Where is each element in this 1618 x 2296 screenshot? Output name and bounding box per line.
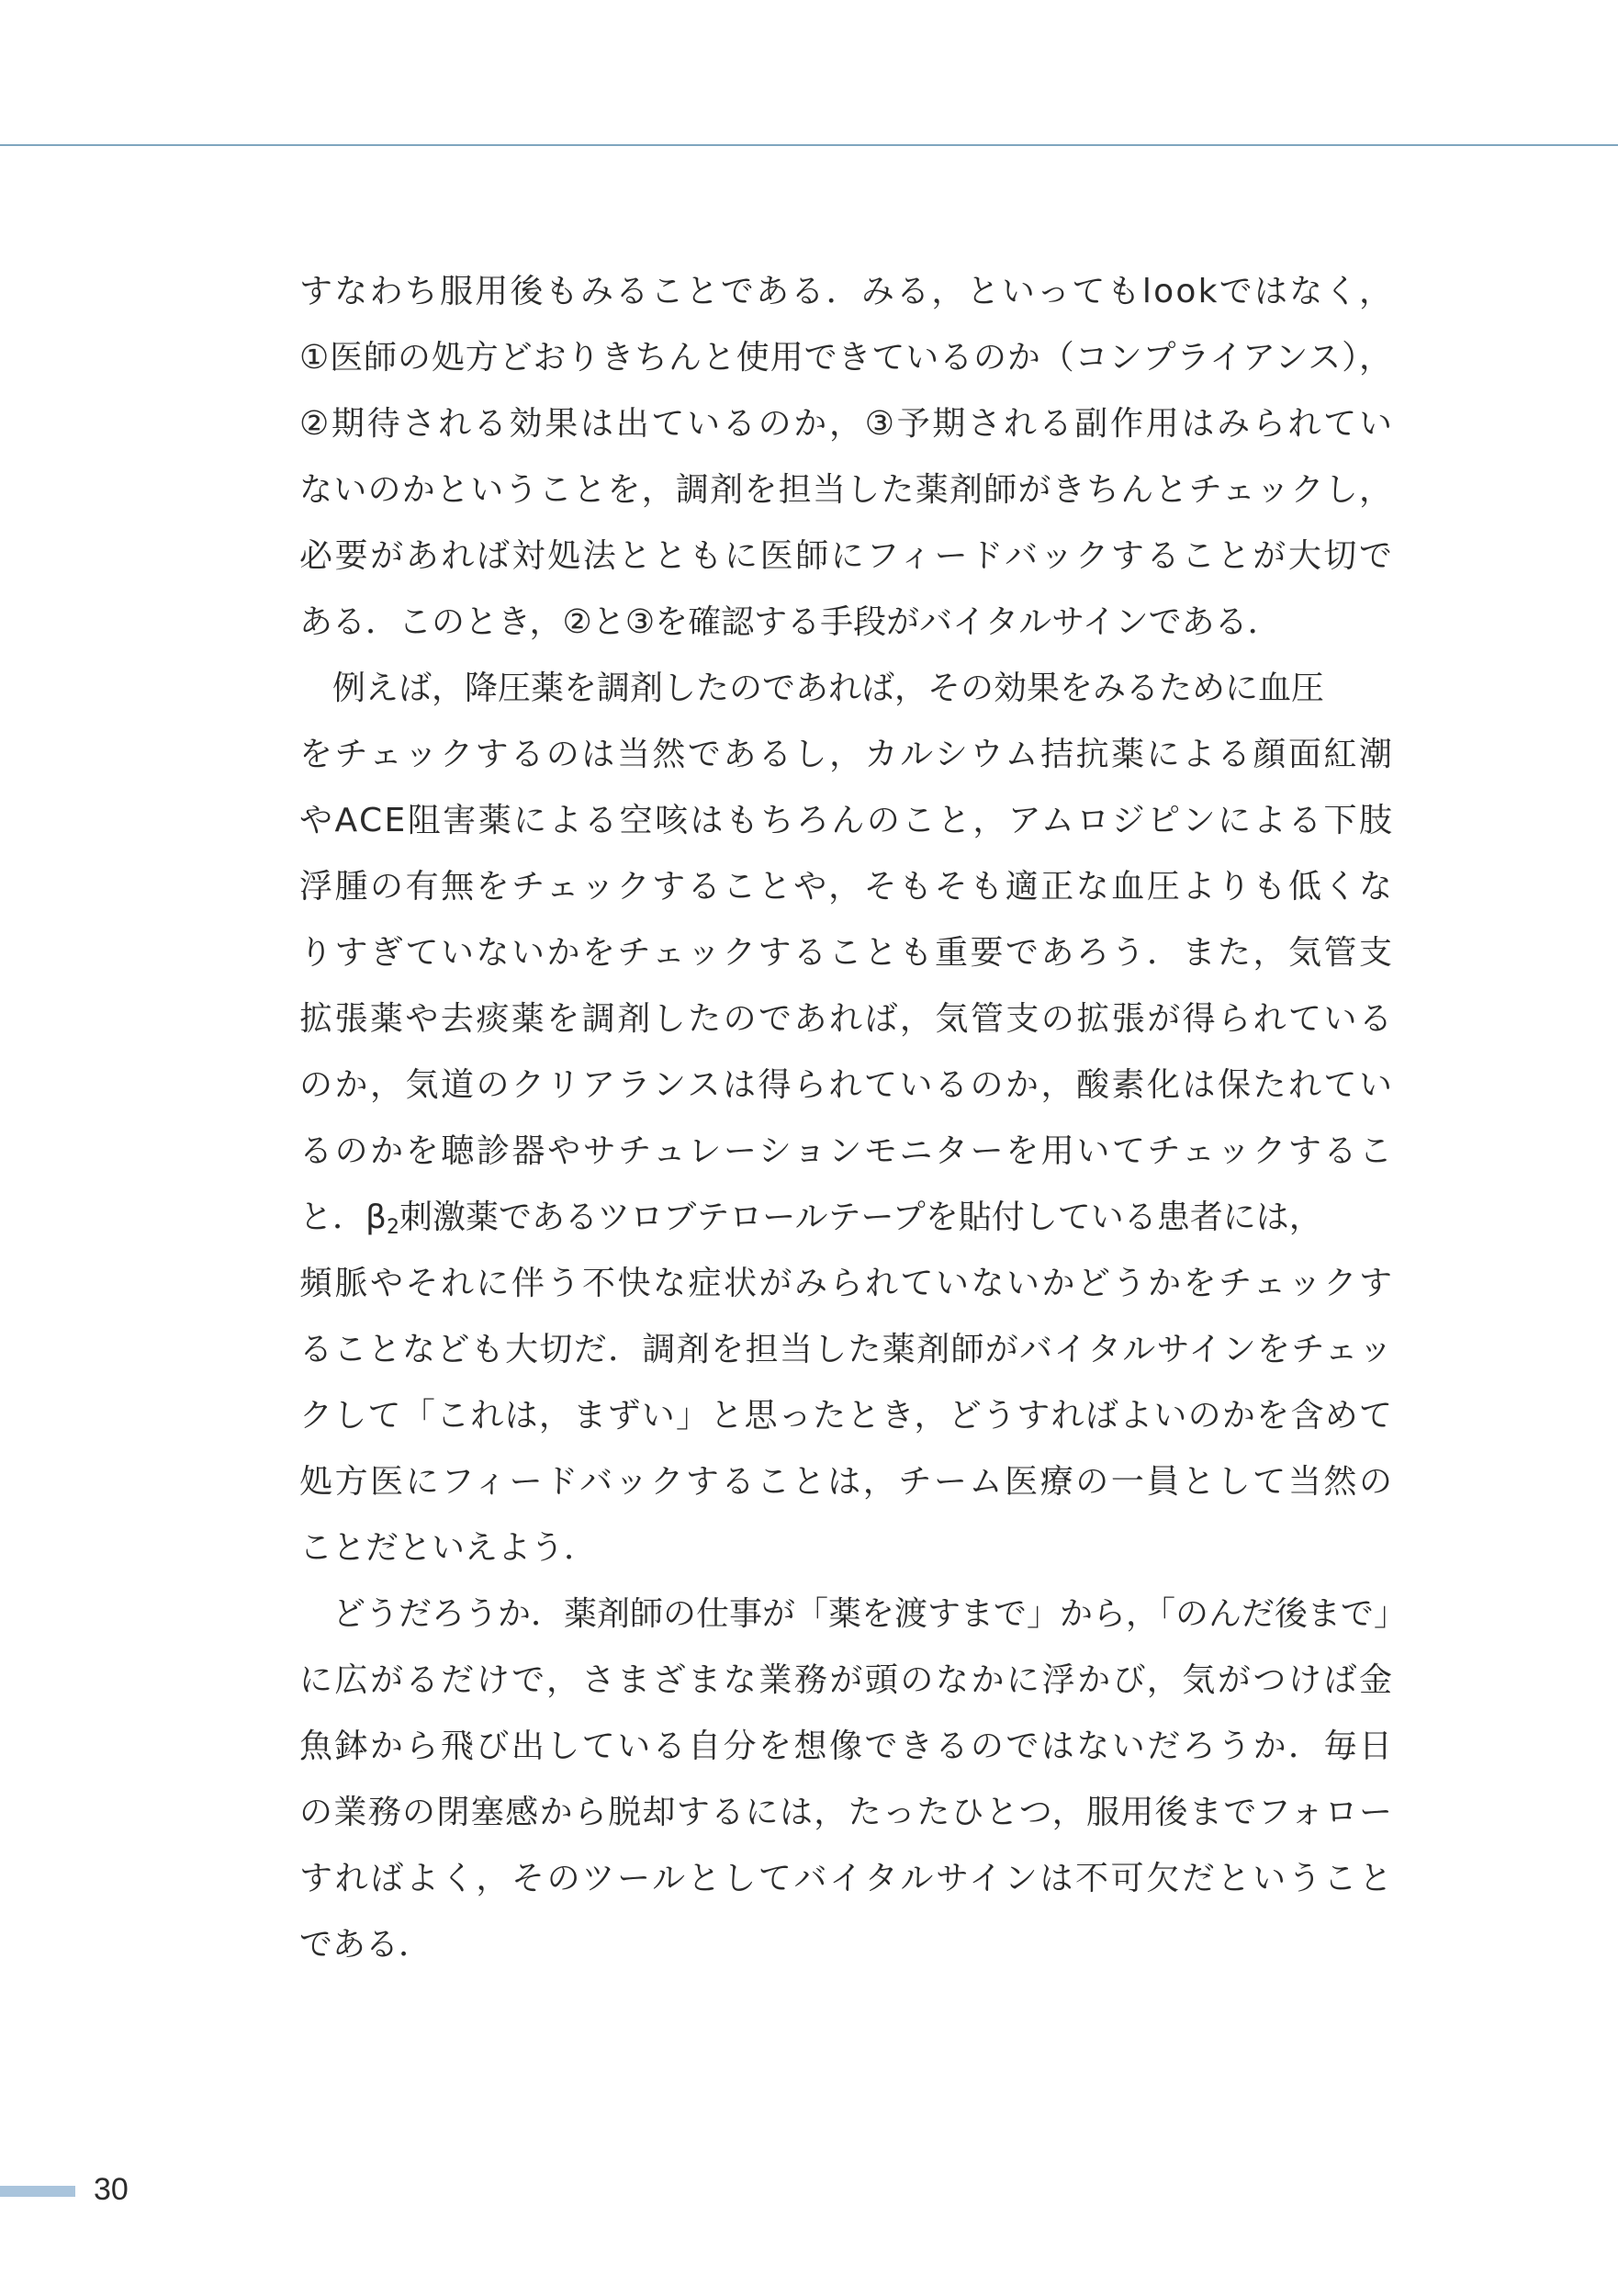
beta-line-after: 刺激薬であるツロブテロールテープを貼付している患者には， (399, 1199, 1322, 1236)
page-number-bar (0, 2186, 75, 2197)
text-line: ①医師の処方どおりきちんと使用できているのか（コンプライアンス）， (299, 339, 1393, 377)
text-line: すればよく，そのツールとしてバイタルサインは不可欠だということ (299, 1860, 1395, 1897)
text-line: に広がるだけで，さまざまな業務が頭のなかに浮かび，気がつけば金 (299, 1661, 1395, 1699)
page-number: 30 (94, 2172, 129, 2207)
text-line: 浮腫の有無をチェックすることや，そもそも適正な血圧よりも低くな (299, 868, 1395, 906)
text-line: である． (299, 1926, 433, 1964)
text-line: 拡張薬や去痰薬を調剤したのであれば，気管支の拡張が得られている (299, 1000, 1395, 1038)
text-line: ないのかということを，調剤を担当した薬剤師がきちんとチェックし， (299, 471, 1394, 509)
text-line: どうだろうか．薬剤師の仕事が「薬を渡すまで」から，「のんだ後まで」 (332, 1595, 1408, 1633)
text-line: ることなども大切だ．調剤を担当した薬剤師がバイタルサインをチェッ (299, 1331, 1394, 1368)
text-line: 必要があれば対処法とともに医師にフィードバックすることが大切で (299, 537, 1395, 575)
beta-line-before: と．β (299, 1199, 387, 1236)
text-line: すなわち服用後もみることである．みる，といってもlookではなく， (299, 273, 1395, 310)
text-line-beta (299, 1185, 1392, 1251)
text-line: やACE阻害薬による空咳はもちろんのこと，アムロジピンによる下肢 (299, 802, 1395, 839)
text-line: 例えば，降圧薬を調剤したのであれば，その効果をみるために血圧 (332, 670, 1325, 707)
text-line: ある．このとき，②と③を確認する手段がバイタルサインである． (299, 603, 1281, 641)
text-line: 処方医にフィードバックすることは，チーム医療の一員として当然の (299, 1463, 1395, 1501)
text-line: ことだといえよう． (299, 1529, 598, 1567)
text-line: をチェックするのは当然であるし，カルシウム拮抗薬による顔面紅潮 (299, 736, 1395, 773)
text-line: クして「これは，まずい」と思ったとき，どうすればよいのかを含めて (299, 1397, 1394, 1435)
text-line: ②期待される効果は出ているのか，③予期される副作用はみられてい (299, 405, 1395, 443)
body-text (299, 259, 1408, 1978)
beta-subscript: 2 (386, 1216, 399, 1239)
header-rule (0, 144, 1618, 146)
text-line: りすぎていないかをチェックすることも重要であろう．また，気管支 (299, 934, 1395, 972)
text-line: のか，気道のクリアランスは得られているのか，酸素化は保たれてい (299, 1066, 1395, 1104)
text-line: るのかを聴診器やサチュレーションモニターを用いてチェックするこ (299, 1132, 1395, 1170)
text-line: 頻脈やそれに伴う不快な症状がみられていないかどうかをチェックす (299, 1265, 1395, 1302)
text-line: の業務の閉塞感から脱却するには，たったひとつ，服用後までフォロー (299, 1794, 1394, 1831)
text-line: 魚鉢から飛び出している自分を想像できるのではないだろうか．毎日 (299, 1728, 1395, 1765)
